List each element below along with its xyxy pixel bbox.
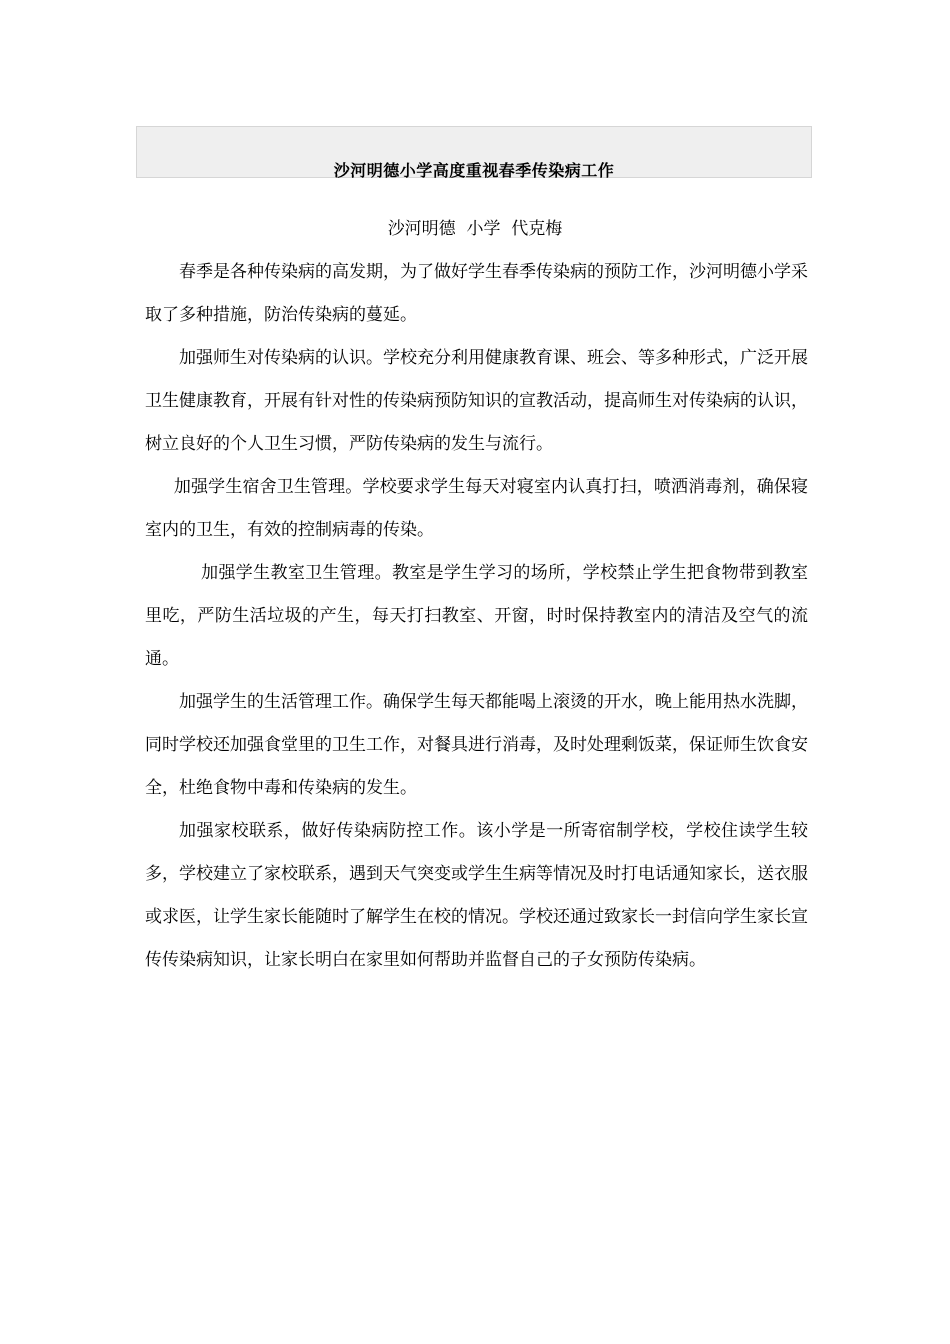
author-line: 沙河明德 小学 代克梅 [387, 219, 563, 239]
paragraph-dormitory: 加强学生宿舍卫生管理。学校要求学生每天对寝室内认真打扫，喷洒消毒剂，确保寝室内的卫生，有效的控制病毒的传染。 [145, 477, 808, 540]
paragraph-intro: 春季是各种传染病的高发期，为了做好学生春季传染病的预防工作，沙河明德小学采取了多种措施，防治传染病的蔓延。 [145, 262, 808, 325]
paragraph-daily-life: 加强学生的生活管理工作。确保学生每天都能喝上滚烫的开水，晚上能用热水洗脚，同时学校还加强食堂里的卫生工作，对餐具进行消毒，及时处理剩饭菜，保证师生饮食安全，杜绝食物中毒和传染病的发生。 [145, 692, 808, 798]
paragraph-classroom: 加强学生教室卫生管理。教室是学生学习的场所，学校禁止学生把食物带到教室里吃，严防生活垃圾的产生，每天打扫教室、开窗，时时保持教室内的清洁及空气的流通。 [145, 563, 808, 669]
title-banner [136, 126, 812, 178]
document-title: 沙河明德小学高度重视春季传染病工作 [333, 160, 615, 180]
paragraph-home-school: 加强家校联系，做好传染病防控工作。该小学是一所寄宿制学校，学校住读学生较多，学校建立了家校联系，遇到天气突变或学生生病等情况及时打电话通知家长，送衣服或求医，让学生家长能随时了解学生在校的情况。学校还通过致家长一封信向学生家长宣传传染病知识，让家长明白在家里如何帮助并监督自己的子女预防传染病。 [145, 821, 808, 970]
article-body [145, 251, 808, 982]
paragraph-awareness: 加强师生对传染病的认识。学校充分利用健康教育课、班会、等多种形式，广泛开展卫生健康教育，开展有针对性的传染病预防知识的宣教活动，提高师生对传染病的认识，树立良好的个人卫生习惯，严防传染病的发生与流行。 [145, 348, 808, 454]
